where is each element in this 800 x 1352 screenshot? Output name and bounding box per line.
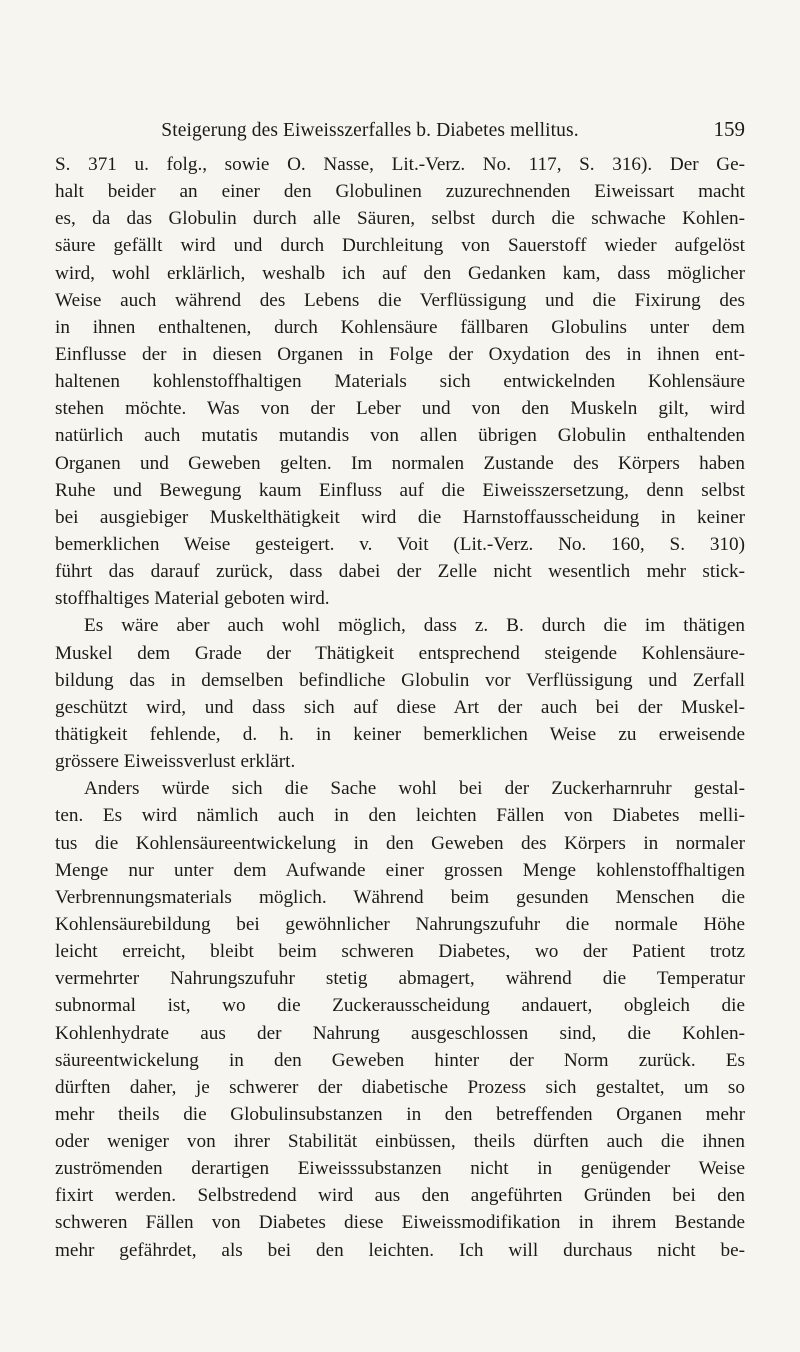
- text-line: bei ausgiebiger Muskelthätigkeit wird die Harnstoffausscheidung in keiner: [55, 506, 745, 528]
- text-line: Organen und Geweben gelten. Im normalen Zustande des Körpers haben: [55, 452, 745, 474]
- text-line: wird, wohl erklärlich, weshalb ich auf den Gedanken kam, dass möglicher: [55, 262, 745, 284]
- text-line: Ruhe und Bewegung kaum Einfluss auf die Eiweisszersetzung, denn selbst: [55, 479, 745, 501]
- text-line: geschützt wird, und dass sich auf diese Art der auch bei der Muskel-: [55, 696, 745, 718]
- text-line: dürften daher, je schwerer der diabetische Prozess sich gestaltet, um so: [55, 1076, 745, 1098]
- text-line: Verbrennungsmaterials möglich. Während beim gesunden Menschen die: [55, 886, 745, 908]
- running-header: [55, 117, 745, 143]
- text-line: stoffhaltiges Material geboten wird.: [55, 588, 330, 610]
- text-line: vermehrter Nahrungszufuhr stetig abmagert, während die Temperatur: [55, 968, 745, 990]
- text-line: es, da das Globulin durch alle Säuren, selbst durch die schwache Kohlen-: [55, 208, 745, 230]
- text-line: ten. Es wird nämlich auch in den leichten Fällen von Diabetes melli-: [55, 805, 745, 827]
- text-line: Menge nur unter dem Aufwande einer grossen Menge kohlenstoffhaltigen: [55, 859, 745, 881]
- text-line: S. 371 u. folg., sowie O. Nasse, Lit.-Verz. No. 117, S. 316). Der Ge-: [55, 154, 745, 175]
- text-line: oder weniger von ihrer Stabilität einbüssen, theils dürften auch die ihnen: [55, 1131, 745, 1153]
- text-line: bildung das in demselben befindliche Globulin vor Verflüssigung und Zerfall: [55, 669, 745, 691]
- text-line: Weise auch während des Lebens die Verflüssigung und die Fixirung des: [55, 289, 745, 311]
- text-line: leicht erreicht, bleibt beim schweren Diabetes, wo der Patient trotz: [55, 941, 745, 963]
- text-line: Es wäre aber auch wohl möglich, dass z. B. durch die im thätigen: [84, 615, 745, 637]
- text-line: säureentwickelung in den Geweben hinter der Norm zurück. Es: [55, 1049, 745, 1071]
- text-line: stehen möchte. Was von der Leber und von den Muskeln gilt, wird: [55, 398, 745, 420]
- text-line: Einflusse der in diesen Organen in Folge der Oxydation des in ihnen ent-: [55, 343, 745, 365]
- text-line: säure gefällt wird und durch Durchleitung von Sauerstoff wieder aufgelöst: [55, 235, 745, 257]
- text-line: bemerklichen Weise gesteigert. v. Voit (Lit.-Verz. No. 160, S. 310): [55, 533, 745, 555]
- text-line: halt beider an einer den Globulinen zuzurechnenden Eiweissart macht: [55, 181, 745, 203]
- text-line: zuströmenden derartigen Eiweisssubstanzen nicht in genügender Weise: [55, 1158, 745, 1180]
- text-line: tus die Kohlensäureentwickelung in den Geweben des Körpers in normaler: [55, 832, 745, 854]
- text-line: mehr gefährdet, als bei den leichten. Ich will durchaus nicht be-: [55, 1239, 745, 1261]
- text-line: Anders würde sich die Sache wohl bei der Zuckerharnruhr gestal-: [84, 778, 745, 800]
- page-number: 159: [713, 117, 745, 141]
- text-line: schweren Fällen von Diabetes diese Eiweissmodifikation in ihrem Bestande: [55, 1212, 745, 1234]
- text-line: mehr theils die Globulinsubstanzen in den betreffenden Organen mehr: [55, 1103, 745, 1125]
- text-line: Muskel dem Grade der Thätigkeit entsprechend steigende Kohlensäure-: [55, 642, 745, 664]
- text-line: fixirt werden. Selbstredend wird aus den angeführten Gründen bei den: [55, 1185, 745, 1207]
- text-line: grössere Eiweissverlust erklärt.: [55, 751, 296, 773]
- body-text: [55, 151, 745, 1264]
- text-line: subnormal ist, wo die Zuckerausscheidung andauert, obgleich die: [55, 995, 745, 1017]
- text-line: thätigkeit fehlende, d. h. in keiner bemerklichen Weise zu erweisende: [55, 723, 745, 745]
- text-line: in ihnen enthaltenen, durch Kohlensäure fällbaren Globulins unter dem: [55, 316, 745, 338]
- text-line: Kohlenhydrate aus der Nahrung ausgeschlossen sind, die Kohlen-: [55, 1022, 745, 1044]
- text-line: Kohlensäurebildung bei gewöhnlicher Nahrungszufuhr die normale Höhe: [55, 913, 745, 935]
- text-line: natürlich auch mutatis mutandis von allen übrigen Globulin enthaltenden: [55, 425, 745, 447]
- running-header-title: Steigerung des Eiweisszerfalles b. Diabetes mellitus.: [161, 120, 579, 141]
- text-line: führt das darauf zurück, dass dabei der Zelle nicht wesentlich mehr stick-: [55, 561, 745, 583]
- text-line: haltenen kohlenstoffhaltigen Materials sich entwickelnden Kohlensäure: [55, 371, 745, 393]
